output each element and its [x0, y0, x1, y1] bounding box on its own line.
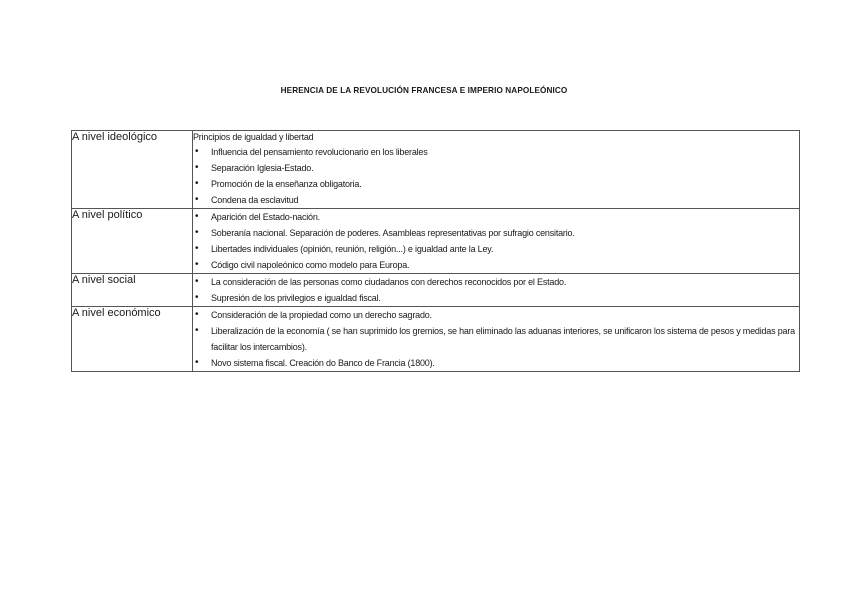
list-item: • La consideración de las personas como ciudadanos con derechos reconocidos por el Estado. [193, 274, 799, 290]
row-content [193, 307, 800, 372]
list-item: • Separación Iglesia-Estado. [193, 160, 799, 176]
bullet-list [193, 144, 799, 208]
row-heading: A nivel social [72, 274, 193, 307]
table-row-economic [72, 307, 800, 372]
bullet-list [193, 274, 799, 306]
bullet-list [193, 307, 799, 371]
bullet-list [193, 209, 799, 273]
list-item: • Promoción de la enseñanza obligatoria. [193, 176, 799, 192]
row-heading: A nivel económico [72, 307, 193, 372]
row-heading: A nivel político [72, 209, 193, 274]
list-item: • Consideración de la propiedad como un derecho sagrado. [193, 307, 799, 323]
list-item: • Liberalización de la economía ( se han suprimido los gremios, se han eliminado las aduanas interiores, se unificaron los sistema de pesos y medidas para facilitar los intercambios). [193, 323, 799, 355]
document-title: HERENCIA DE LA REVOLUCIÓN FRANCESA E IMPERIO NAPOLEÓNICO [280, 86, 568, 95]
table-row-social [72, 274, 800, 307]
row-intro: Principios de igualdad y libertad [193, 132, 314, 142]
list-item: • Novo sistema fiscal. Creación do Banco de Francia (1800). [193, 355, 799, 371]
row-content [193, 274, 800, 307]
list-item: • Aparición del Estado-nación. [193, 209, 799, 225]
row-content [193, 131, 800, 209]
list-item: • Supresión de los privilegios e igualdad fiscal. [193, 290, 799, 306]
list-item: • Condena da esclavitud [193, 192, 799, 208]
list-item: • Influencia del pensamiento revolucionario en los liberales [193, 144, 799, 160]
list-item: • Código civil napoleónico como modelo para Europa. [193, 257, 799, 273]
list-item: • Soberanía nacional. Separación de poderes. Asambleas representativas por sufragio censitario. [193, 225, 799, 241]
table-row-ideological [72, 131, 800, 209]
heritage-table [71, 130, 800, 372]
row-heading: A nivel ideológico [72, 131, 193, 209]
row-content [193, 209, 800, 274]
table-row-political [72, 209, 800, 274]
list-item: • Libertades individuales (opinión, reunión, religión...) e igualdad ante la Ley. [193, 241, 799, 257]
